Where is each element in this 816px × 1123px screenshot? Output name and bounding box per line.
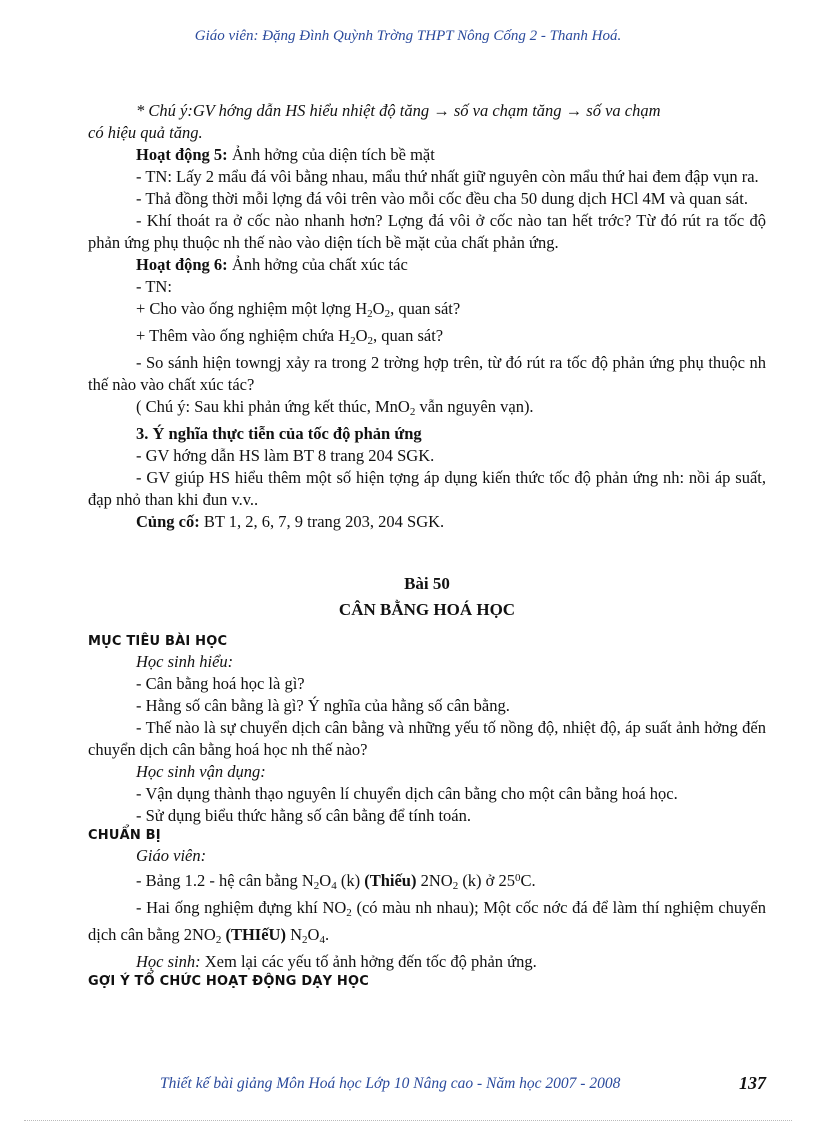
paragraph: - TN: bbox=[136, 277, 172, 296]
paragraph: - Thả đồng thời mỗi lợng đá vôi trên vào mỗi cốc đều cha 50 dung dịch HCl 4M và quan sát. bbox=[136, 189, 748, 208]
activity-5-topic: Ảnh hởng của diện tích bề mặt bbox=[227, 145, 435, 164]
paragraph: - Sử dụng biểu thức hằng số cân bằng để tính toán. bbox=[136, 806, 471, 825]
students-label: Học sinh: bbox=[136, 952, 201, 971]
students-apply-label: Học sinh vận dụng: bbox=[136, 762, 266, 781]
paragraph: - Thế nào là sự chuyển dịch cân bằng và những yếu tố nồng độ, nhiệt độ, áp suất ảnh hởng đến chuyển dịch cân bằng hoá học nh thế nào? bbox=[88, 718, 766, 759]
activity-6-topic: Ảnh hởng của chất xúc tác bbox=[227, 255, 408, 274]
consolidation-label: Củng cố: bbox=[136, 512, 200, 531]
paragraph: - Cân bằng hoá học là gì? bbox=[136, 674, 305, 693]
lesson-number: Bài 50 bbox=[404, 574, 450, 593]
activity-5-label: Hoạt động 5: bbox=[136, 145, 228, 164]
paragraph: ( Chú ý: Sau khi phản ứng kết thúc, MnO$_2$ vẫn nguyên vạn). bbox=[136, 397, 534, 418]
activity-6-label: Hoạt động 6: bbox=[136, 255, 228, 274]
footer-text: Thiết kế bài giảng Môn Hoá học Lớp 10 Nâng cao - Năm học 2007 - 2008 bbox=[160, 1075, 621, 1092]
bottom-divider bbox=[24, 1120, 792, 1121]
teacher-label: Giáo viên: bbox=[136, 846, 207, 865]
page-header: Giáo viên: Đặng Đình Quỳnh Trờng THPT Nông Cống 2 - Thanh Hoá. bbox=[194, 28, 622, 44]
note-line-2: có hiệu quả tăng. bbox=[88, 123, 203, 142]
page-content bbox=[88, 100, 766, 991]
activities-heading: GỢI Ý TỔ CHỨC HOẠT ĐỘNG DẠY HỌC bbox=[88, 974, 369, 989]
paragraph: - Vận dụng thành thạo nguyên lí chuyển dịch cân bằng cho một cân bằng hoá học. bbox=[136, 784, 678, 803]
section-3-heading: 3. Ý nghĩa thực tiễn của tốc độ phản ứng bbox=[136, 424, 422, 443]
preparation-heading: CHUẨN BỊ bbox=[88, 828, 161, 843]
paragraph: - So sánh hiện towngj xảy ra trong 2 trờng hợp trên, từ đó rút ra tốc độ phản ứng phụ thuộc nh thế nào vào chất xúc tác? bbox=[88, 353, 766, 394]
paragraph: + Thêm vào ống nghiệm chứa $H_2O_2$, quan sát? bbox=[136, 326, 444, 347]
paragraph: - GV hớng dẫn HS làm BT 8 trang 204 SGK. bbox=[136, 446, 435, 465]
paragraph: - Khí thoát ra ở cốc nào nhanh hơn? Lợng đá vôi ở cốc nào tan hết trớc? Từ đó rút ra tốc độ phản ứng phụ thuộc nh thế nào vào diện tích bề mặt của chất phản ứng. bbox=[88, 211, 766, 252]
paragraph: - Hai ống nghiệm đựng khí $NO_2$ (có màu nh nhau); Một cốc nớc đá để làm thí nghiệm chuyển dịch cân bằng $2NO_2$ (THIếU) $N_2O_4$. bbox=[88, 898, 766, 946]
objectives-heading: MỤC TIÊU BÀI HỌC bbox=[88, 634, 228, 649]
consolidation: Củng cố: BT 1, 2, 6, 7, 9 trang 203, 204 SGK. bbox=[136, 512, 445, 531]
activity-5-heading bbox=[88, 144, 766, 166]
paragraph: - TN: Lấy 2 mẩu đá vôi bằng nhau, mẩu thứ nhất giữ nguyên còn mẩu thứ hai đem đập vụn ra. bbox=[136, 167, 759, 186]
lesson-title: CÂN BẰNG HOÁ HỌC bbox=[338, 600, 516, 619]
paragraph: - Bảng 1.2 - hệ cân bằng $N_2O_4$ (k) (Thiếu) $2NO_2$ (k) ở $25^0C$. bbox=[136, 871, 536, 892]
note-line-1: * Chú ý:GV hớng dẫn HS hiểu nhiệt độ tăng → số va chạm tăng → số va chạm bbox=[136, 101, 661, 120]
page-number: 137 bbox=[739, 1073, 766, 1093]
paragraph: + Cho vào ống nghiệm một lợng $H_2O_2$, quan sát? bbox=[136, 299, 461, 320]
activity-6-heading bbox=[88, 254, 766, 276]
students-prep: Học sinh: Xem lại các yếu tố ảnh hởng đến tốc độ phản ứng. bbox=[136, 952, 537, 971]
students-understand-label: Học sinh hiểu: bbox=[136, 652, 234, 671]
paragraph: - Hằng số cân bằng là gì? Ý nghĩa của hằng số cân bằng. bbox=[136, 696, 510, 715]
paragraph: - GV giúp HS hiểu thêm một số hiện tợng áp dụng kiến thức tốc độ phản ứng nh: nồi áp suất, đạp nhỏ than khi đun v.v.. bbox=[88, 468, 766, 509]
